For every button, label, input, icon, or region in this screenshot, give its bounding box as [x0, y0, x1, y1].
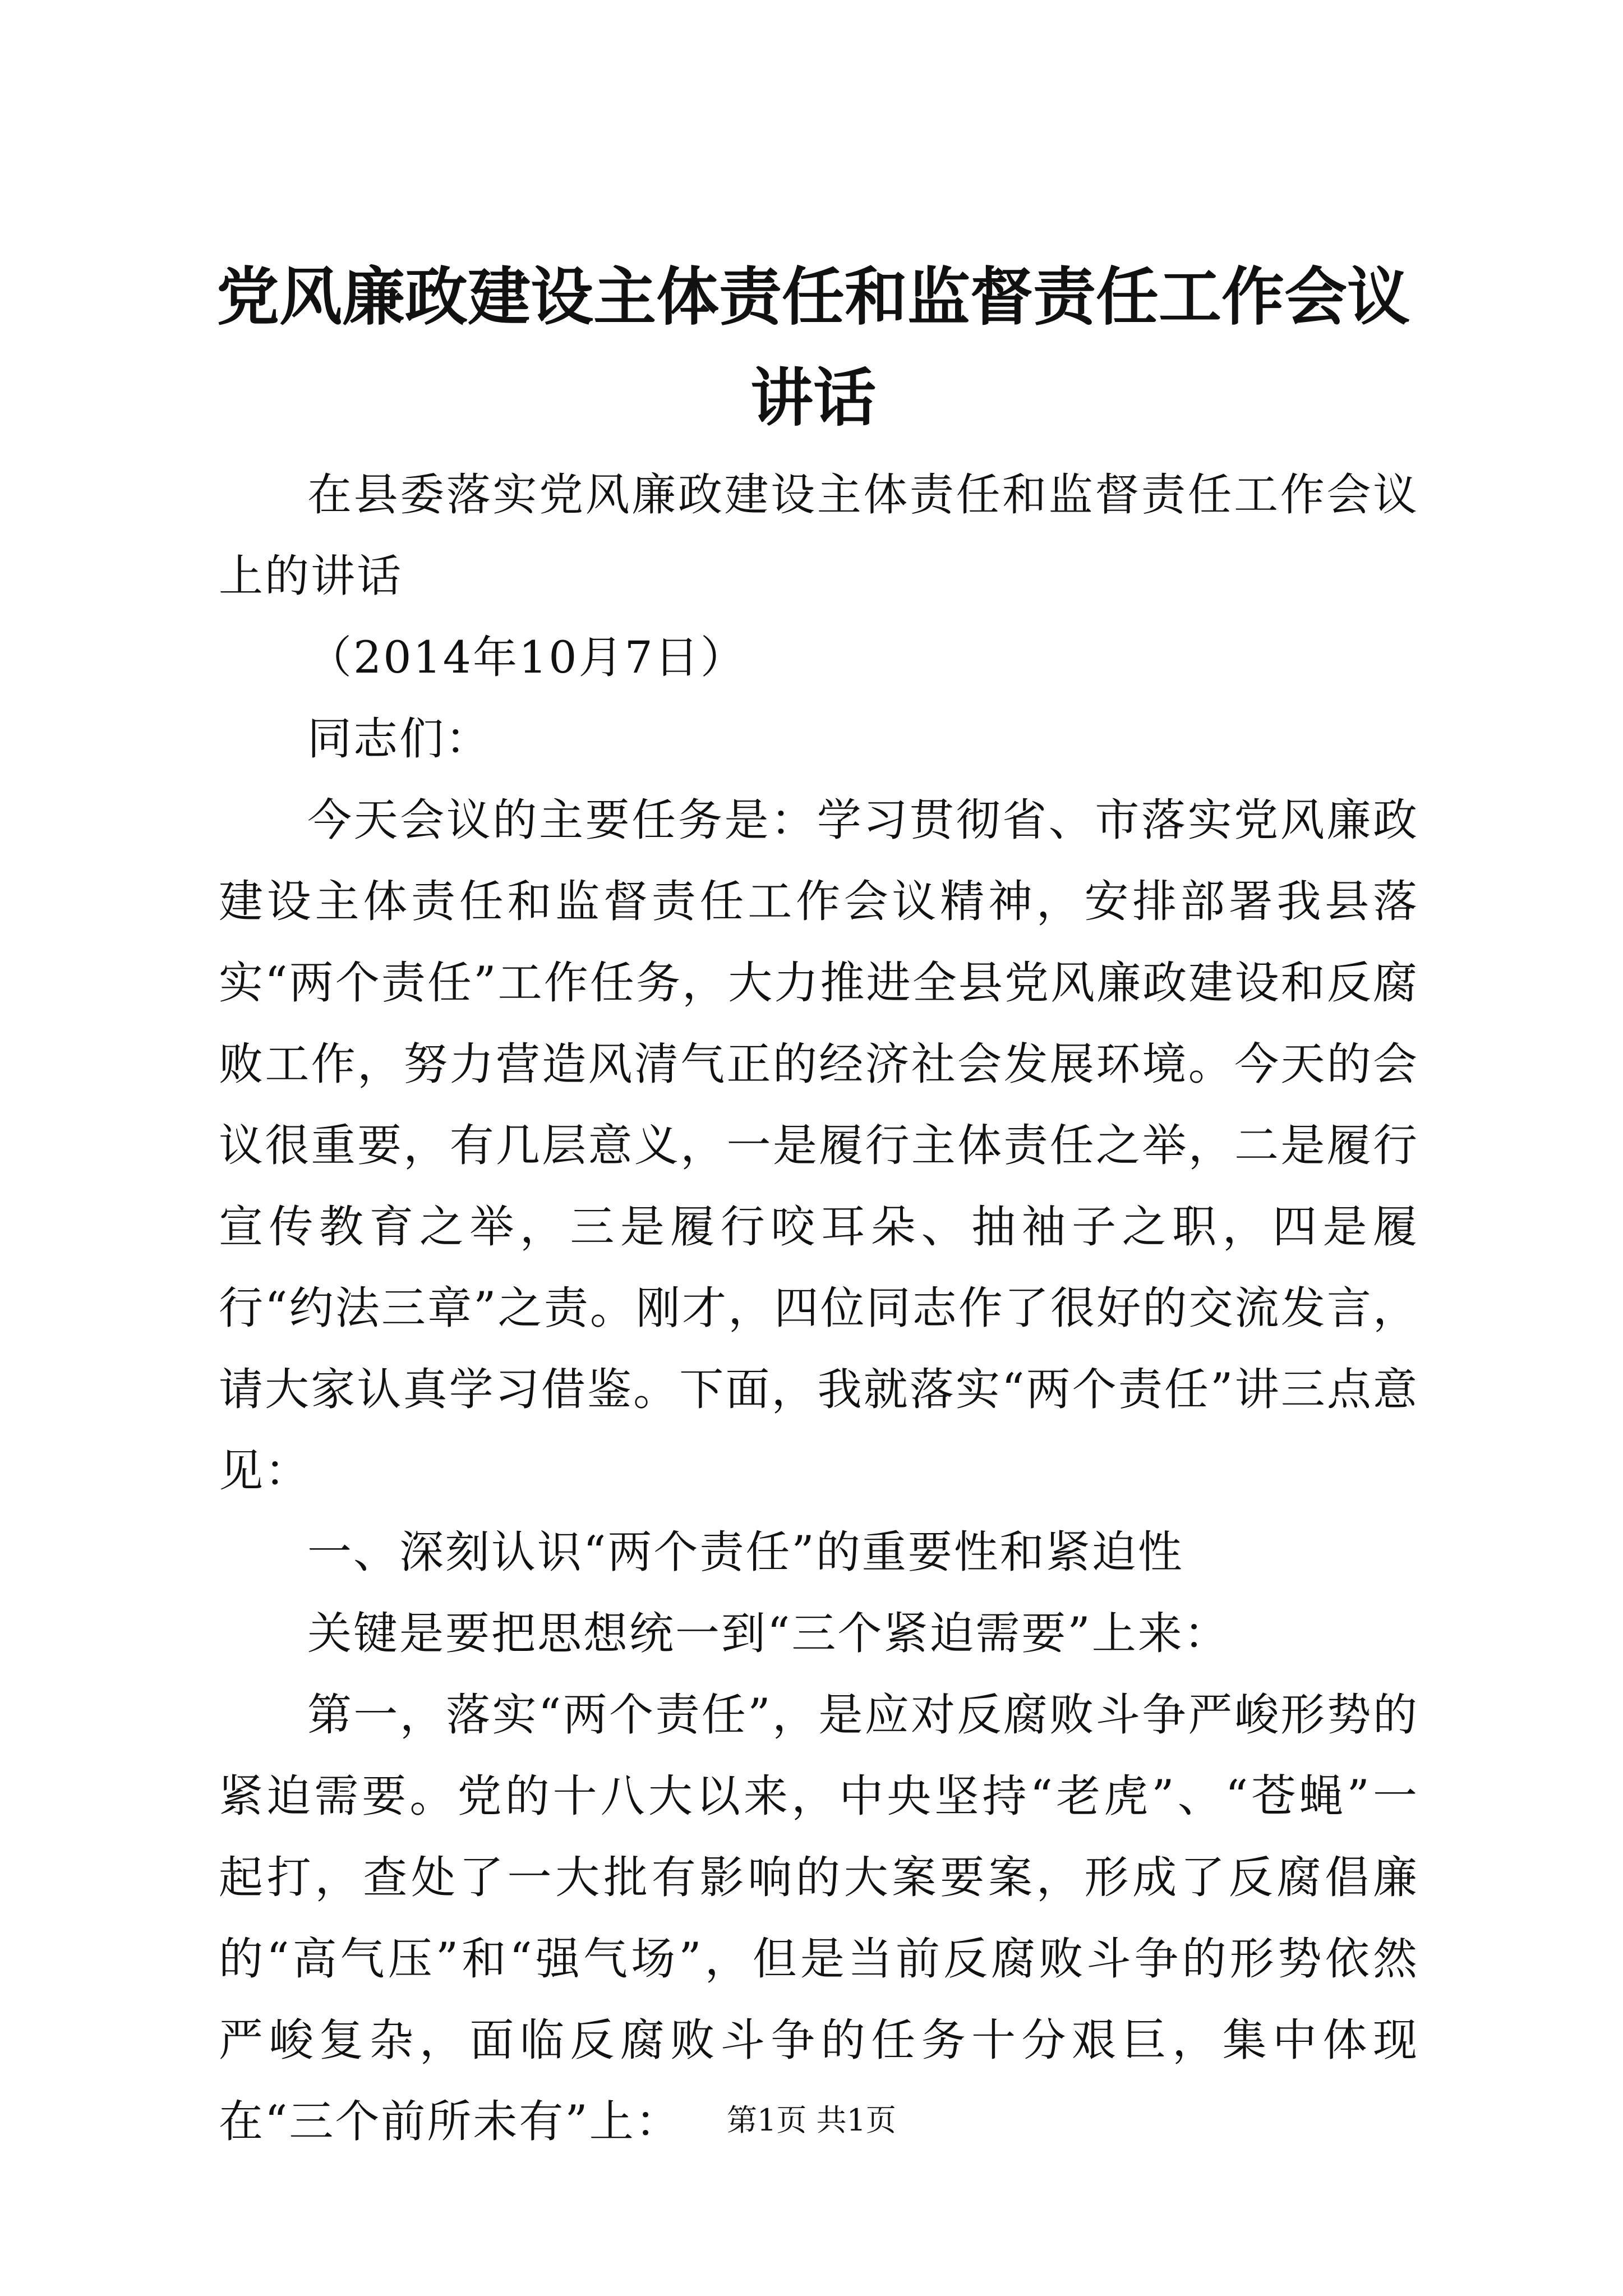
intro-paragraph: 今天会议的主要任务是：学习贯彻省、市落实党风廉政建设主体责任和监督责任工作会议精神，安排部署我县落实“两个责任”工作任务，大力推进全县党风廉政建设和反腐败工作，努力营造风清气正的经济社会发展环境。今天的会议很重要，有几层意义，一是履行主体责任之举，二是履行宣传教育之举，三是履行咬耳朵、抽袖子之职，四是履行“约法三章”之责。刚才，四位同志作了很好的交流发言，请大家认真学习借鉴。下面，我就落实“两个责任”讲三点意见：: [219, 794, 1419, 1497]
date-paragraph: （2014年10月7日）: [307, 632, 746, 683]
salutation-paragraph: 同志们：: [307, 713, 491, 765]
document-body: [219, 454, 1419, 2162]
key-point-paragraph: 关键是要把思想统一到“三个紧迫需要”上来：: [307, 1608, 1230, 1659]
subtitle-paragraph: 在县委落实党风廉政建设主体责任和监督责任工作会议上的讲话: [219, 469, 1419, 602]
first-point-paragraph: 第一，落实“两个责任”，是应对反腐败斗争严峻形势的紧迫需要。党的十八大以来，中央坚持“老虎”、“苍蝇”一起打，查处了一大批有影响的大案要案，形成了反腐倡廉的“高气压”和“强气场”，但是当前反腐败斗争的形势依然严峻复杂，面临反腐败斗争的任务十分艰巨，集中体现在“三个前所未有”上：: [219, 1689, 1419, 2147]
page-footer: 第1页 共1页: [727, 2102, 896, 2138]
section-heading: 一、深刻认识“两个责任”的重要性和紧迫性: [307, 1526, 1184, 1578]
document-title: 党风廉政建设主体责任和监督责任工作会议讲话: [216, 260, 1410, 435]
